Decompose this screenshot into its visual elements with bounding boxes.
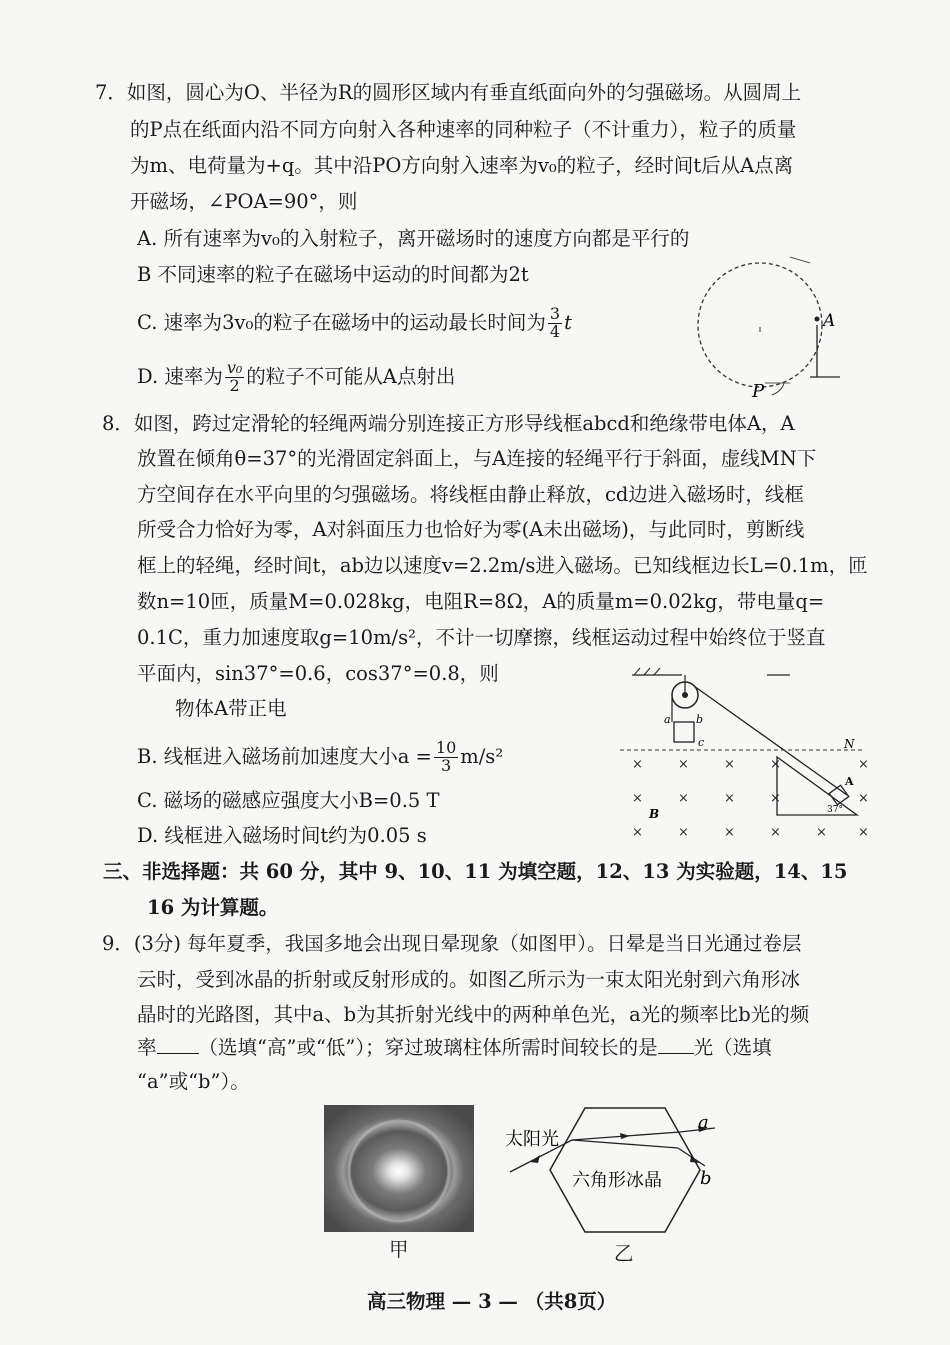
- q8-figure-pulley-incline: [612, 660, 882, 850]
- fraction-numerator: 10: [435, 738, 457, 757]
- q7-option-c: [137, 306, 572, 341]
- q9-line-1: 9．(3分) 每年夏季，我国多地会出现日晕现象（如图甲）。日晕是当日光通过卷层: [102, 932, 802, 955]
- fraction-numerator: v₀: [226, 358, 243, 377]
- fraction-numerator: 3: [549, 304, 561, 323]
- q8-option-d: D. 线框进入磁场时间t约为0.05 s: [137, 824, 427, 847]
- section-3-line-1: 三、非选择题：共 60 分，其中 9、10、11 为填空题，12、13 为实验题，14、15: [103, 860, 848, 883]
- fraction-denominator: 3: [440, 755, 452, 775]
- q7-option-c-text: C. 速率为3v₀的粒子在磁场中的运动最长时间为: [137, 310, 546, 334]
- field-cross-mark: ×: [770, 825, 781, 840]
- field-cross-mark: ×: [678, 791, 689, 806]
- figure-jia-label: 甲: [389, 1238, 409, 1261]
- q7-figure-magnetic-circle: [690, 245, 920, 405]
- q7-option-d-fraction: [225, 360, 244, 395]
- ray-b-label: b: [700, 1168, 712, 1189]
- figure-jia-sun-halo: [324, 1105, 474, 1232]
- fraction-denominator: 4: [549, 321, 561, 341]
- figure-yi-ice-crystal: [500, 1100, 730, 1240]
- field-cross-mark: ×: [858, 791, 869, 806]
- ice-crystal-label: 六角形冰晶: [572, 1170, 662, 1191]
- q8-line-7: 0.1C，重力加速度取g=10m/s²，不计一切摩擦，线框运动过程中始终位于竖直: [137, 626, 826, 649]
- q9-line-4-text-a: 率: [137, 1036, 157, 1059]
- field-cross-mark: ×: [858, 757, 869, 772]
- q9-line-5: “a”或“b”）。: [137, 1070, 250, 1093]
- q8-line-2: 放置在倾角θ=37°的光滑固定斜面上，与A连接的轻绳平行于斜面，虚线MN下: [137, 447, 817, 470]
- q9-line-2: 云时，受到冰晶的折射或反射形成的。如图乙所示为一束太阳光射到六角形冰: [137, 968, 801, 991]
- point-a-label: A: [823, 311, 836, 331]
- ray-a-label: a: [698, 1112, 709, 1133]
- answer-blank-2[interactable]: [658, 1039, 694, 1054]
- magnetic-field-circle: [698, 263, 822, 387]
- q7-line-4: 开磁场，∠POA=90°，则: [130, 190, 358, 213]
- q7-option-d: [137, 360, 455, 395]
- body-label-a: A: [845, 775, 854, 788]
- answer-blank-1[interactable]: [157, 1039, 199, 1054]
- q8-option-a: 物体A带正电: [175, 697, 287, 720]
- field-cross-mark: ×: [678, 757, 689, 772]
- q7-option-c-t: t: [564, 310, 572, 334]
- page-footer: 高三物理 — 3 — （共8页）: [367, 1290, 617, 1313]
- q8-option-b-unit: m/s²: [460, 744, 504, 768]
- section-3-line-2: 16 为计算题。: [147, 896, 279, 919]
- wire-frame-abcd: [674, 722, 694, 742]
- angle-label: 37°: [827, 805, 843, 815]
- q7-option-d-rest: 的粒子不可能从A点射出: [246, 364, 456, 388]
- field-cross-mark: ×: [632, 825, 643, 840]
- q7-option-b: B 不同速率的粒子在磁场中运动的时间都为2t: [137, 263, 529, 286]
- figure-yi-label: 乙: [614, 1242, 634, 1265]
- q8-line-8: 平面内，sin37°=0.6，cos37°=0.8，则: [137, 662, 499, 685]
- q8-line-1: 8．如图，跨过定滑轮的轻绳两端分别连接正方形导线框abcd和绝缘带电体A，A: [102, 412, 795, 435]
- q9-line-4: [137, 1038, 772, 1058]
- q7-line-2: 的P点在纸面内沿不同方向射入各种速率的同种粒子（不计重力），粒子的质量: [130, 118, 797, 141]
- field-cross-mark: ×: [770, 791, 781, 806]
- field-cross-mark: ×: [632, 757, 643, 772]
- q8-line-3: 方空间存在水平向里的匀强磁场。将线框由静止释放，cd边进入磁场时，线框: [137, 483, 804, 506]
- q7-option-a: A. 所有速率为v₀的入射粒子，离开磁场时的速度方向都是平行的: [137, 227, 690, 250]
- field-cross-mark: ×: [816, 825, 827, 840]
- q8-option-b: [137, 740, 503, 775]
- q8-line-6: 数n=10匝，质量M=0.028kg，电阻R=8Ω，A的质量m=0.02kg，带电量q=: [137, 590, 825, 613]
- q8-option-b-fraction: [434, 740, 458, 775]
- q7-line-1: 7．如图，圆心为O、半径为R的圆形区域内有垂直纸面向外的匀强磁场。从圆周上: [95, 81, 802, 104]
- frame-label-a: a: [664, 713, 671, 726]
- q9-line-4-text-b: （选填“高”或“低”）；穿过玻璃柱体所需时间较长的是: [198, 1036, 658, 1059]
- field-cross-mark: ×: [858, 825, 869, 840]
- fraction-denominator: 2: [229, 375, 240, 395]
- q7-option-c-fraction: [548, 306, 562, 341]
- q8-option-b-text: B. 线框进入磁场前加速度大小a =: [137, 744, 432, 768]
- field-cross-mark: ×: [770, 757, 781, 772]
- point-p-label: P: [752, 381, 765, 402]
- frame-label-c: c: [698, 736, 705, 749]
- q9-line-3: 晶时的光路图，其中a、b为其折射光线中的两种单色光，a光的频率比b光的频: [137, 1003, 810, 1026]
- q7-line-3: 为m、电荷量为+q。其中沿PO方向射入速率为v₀的粒子，经时间t后从A点离: [130, 154, 794, 177]
- field-cross-mark: ×: [632, 791, 643, 806]
- frame-label-b: b: [696, 713, 704, 726]
- q8-line-4: 所受合力恰好为零，A对斜面压力也恰好为零(A未出磁场)，与此同时，剪断线: [137, 518, 805, 541]
- field-cross-mark: ×: [724, 825, 735, 840]
- q9-line-4-text-c: 光（选填: [693, 1036, 772, 1059]
- field-cross-mark: ×: [724, 757, 735, 772]
- q8-option-c: C. 磁场的磁感应强度大小B=0.5 T: [137, 789, 440, 812]
- field-cross-mark: ×: [724, 791, 735, 806]
- field-label-b: B: [649, 807, 660, 821]
- boundary-label-n: N: [844, 737, 855, 751]
- field-cross-mark: ×: [678, 825, 689, 840]
- point-a-dot: [815, 317, 820, 322]
- q8-line-5: 框上的轻绳，经时间t，ab边以速度v=2.2m/s进入磁场。已知线框边长L=0.1m，匝: [137, 554, 868, 577]
- q7-option-d-text: D. 速率为: [137, 364, 223, 388]
- sunlight-label: 太阳光: [505, 1129, 559, 1150]
